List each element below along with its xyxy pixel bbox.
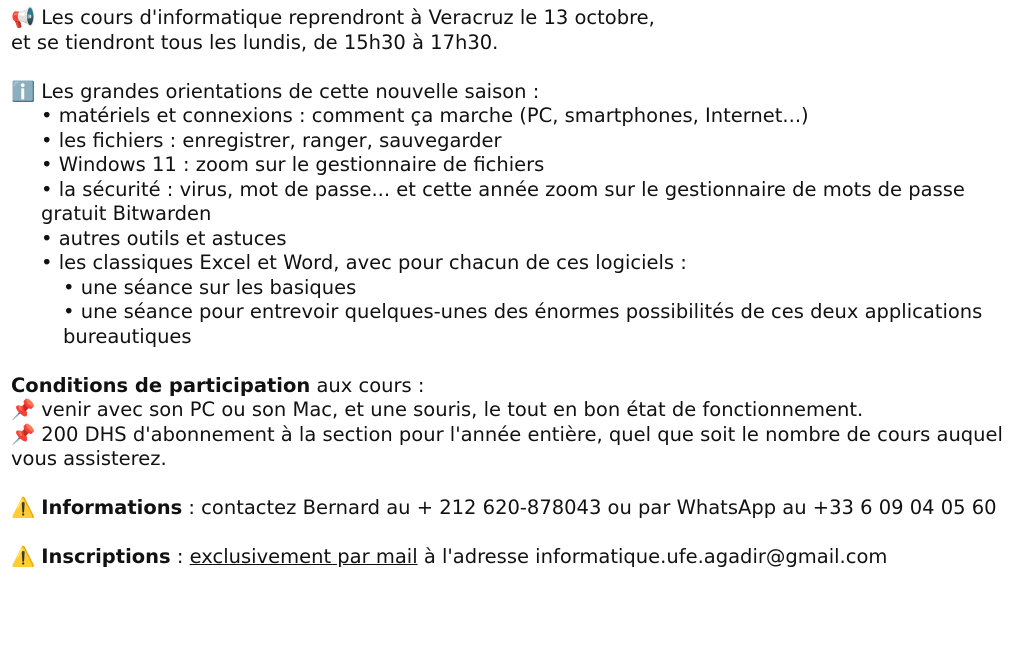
bullet: • bbox=[41, 128, 53, 152]
list-item-text: Windows 11 : zoom sur le gestionnaire de fichiers bbox=[58, 153, 545, 176]
list-item bbox=[11, 227, 1014, 252]
bullet: • bbox=[41, 104, 53, 127]
mail-link[interactable]: exclusivement par mail bbox=[189, 545, 418, 568]
inscriptions-line bbox=[11, 545, 1014, 570]
list-item bbox=[11, 251, 1014, 276]
informations-line bbox=[11, 496, 1014, 521]
spacer bbox=[11, 55, 1014, 80]
list-item-text: la sécurité : virus, mot de passe... et cette année zoom sur le gestionnaire de mots de passe gratuit Bitwarden bbox=[41, 177, 965, 225]
conditions-heading-bold: Conditions de participation bbox=[11, 373, 311, 397]
informations-label: Informations bbox=[41, 496, 183, 519]
bullet: • bbox=[41, 153, 53, 176]
information-icon: ℹ️ bbox=[11, 79, 36, 103]
sub-list-item bbox=[11, 300, 1014, 349]
orientations-heading bbox=[11, 80, 1014, 105]
loudspeaker-icon: 📢 bbox=[11, 6, 36, 29]
warning-icon: ⚠️ bbox=[11, 496, 36, 519]
list-item bbox=[11, 129, 1014, 154]
inscriptions-sep: : bbox=[170, 545, 190, 568]
bullet: • bbox=[41, 251, 53, 274]
bullet: • bbox=[63, 300, 75, 323]
list-item bbox=[11, 104, 1014, 129]
conditions-heading bbox=[11, 374, 1014, 399]
inscriptions-text: à l'adresse informatique.ufe.agadir@gmail.com bbox=[417, 545, 888, 568]
intro-line-1 bbox=[11, 6, 1014, 31]
sub-list-item bbox=[11, 276, 1014, 301]
list-item-text: autres outils et astuces bbox=[58, 226, 287, 250]
spacer bbox=[11, 521, 1014, 546]
condition-item-text: 200 DHS d'abonnement à la section pour l'année entière, quel que soit le nombre de cours auquel vous assisterez. bbox=[11, 422, 1003, 470]
intro-text-1: Les cours d'informatique reprendront à Veracruz le 13 octobre, bbox=[41, 6, 655, 29]
bullet: • bbox=[63, 275, 75, 299]
condition-item bbox=[11, 398, 1014, 423]
condition-item-text: venir avec son PC ou son Mac, et une souris, le tout en bon état de fonctionnement. bbox=[41, 398, 864, 421]
pushpin-icon: 📌 bbox=[11, 422, 36, 446]
conditions-heading-rest: aux cours : bbox=[310, 373, 425, 397]
sub-list-item-text: une séance pour entrevoir quelques-unes des énormes possibilités de ces deux applications bureautiques bbox=[63, 300, 983, 348]
condition-item bbox=[11, 423, 1014, 472]
warning-icon: ⚠️ bbox=[11, 545, 36, 568]
bullet: • bbox=[41, 177, 53, 201]
list-item-text: les classiques Excel et Word, avec pour chacun de ces logiciels : bbox=[58, 251, 687, 274]
spacer bbox=[11, 472, 1014, 497]
sub-list-item-text: une séance sur les basiques bbox=[80, 275, 357, 299]
informations-text: : contactez Bernard au + 212 620-878043 ou par WhatsApp au +33 6 09 04 05 60 bbox=[182, 496, 997, 519]
intro-line-2: et se tiendront tous les lundis, de 15h30 à 17h30. bbox=[11, 30, 499, 54]
pushpin-icon: 📌 bbox=[11, 398, 36, 421]
inscriptions-label: Inscriptions bbox=[41, 545, 171, 568]
list-item-text: les fichiers : enregistrer, ranger, sauvegarder bbox=[58, 128, 502, 152]
list-item bbox=[11, 153, 1014, 178]
list-item-text: matériels et connexions : comment ça marche (PC, smartphones, Internet...) bbox=[58, 104, 809, 127]
orientations-heading-text: Les grandes orientations de cette nouvelle saison : bbox=[41, 79, 540, 103]
bullet: • bbox=[41, 226, 53, 250]
spacer bbox=[11, 349, 1014, 374]
list-item bbox=[11, 178, 1014, 227]
